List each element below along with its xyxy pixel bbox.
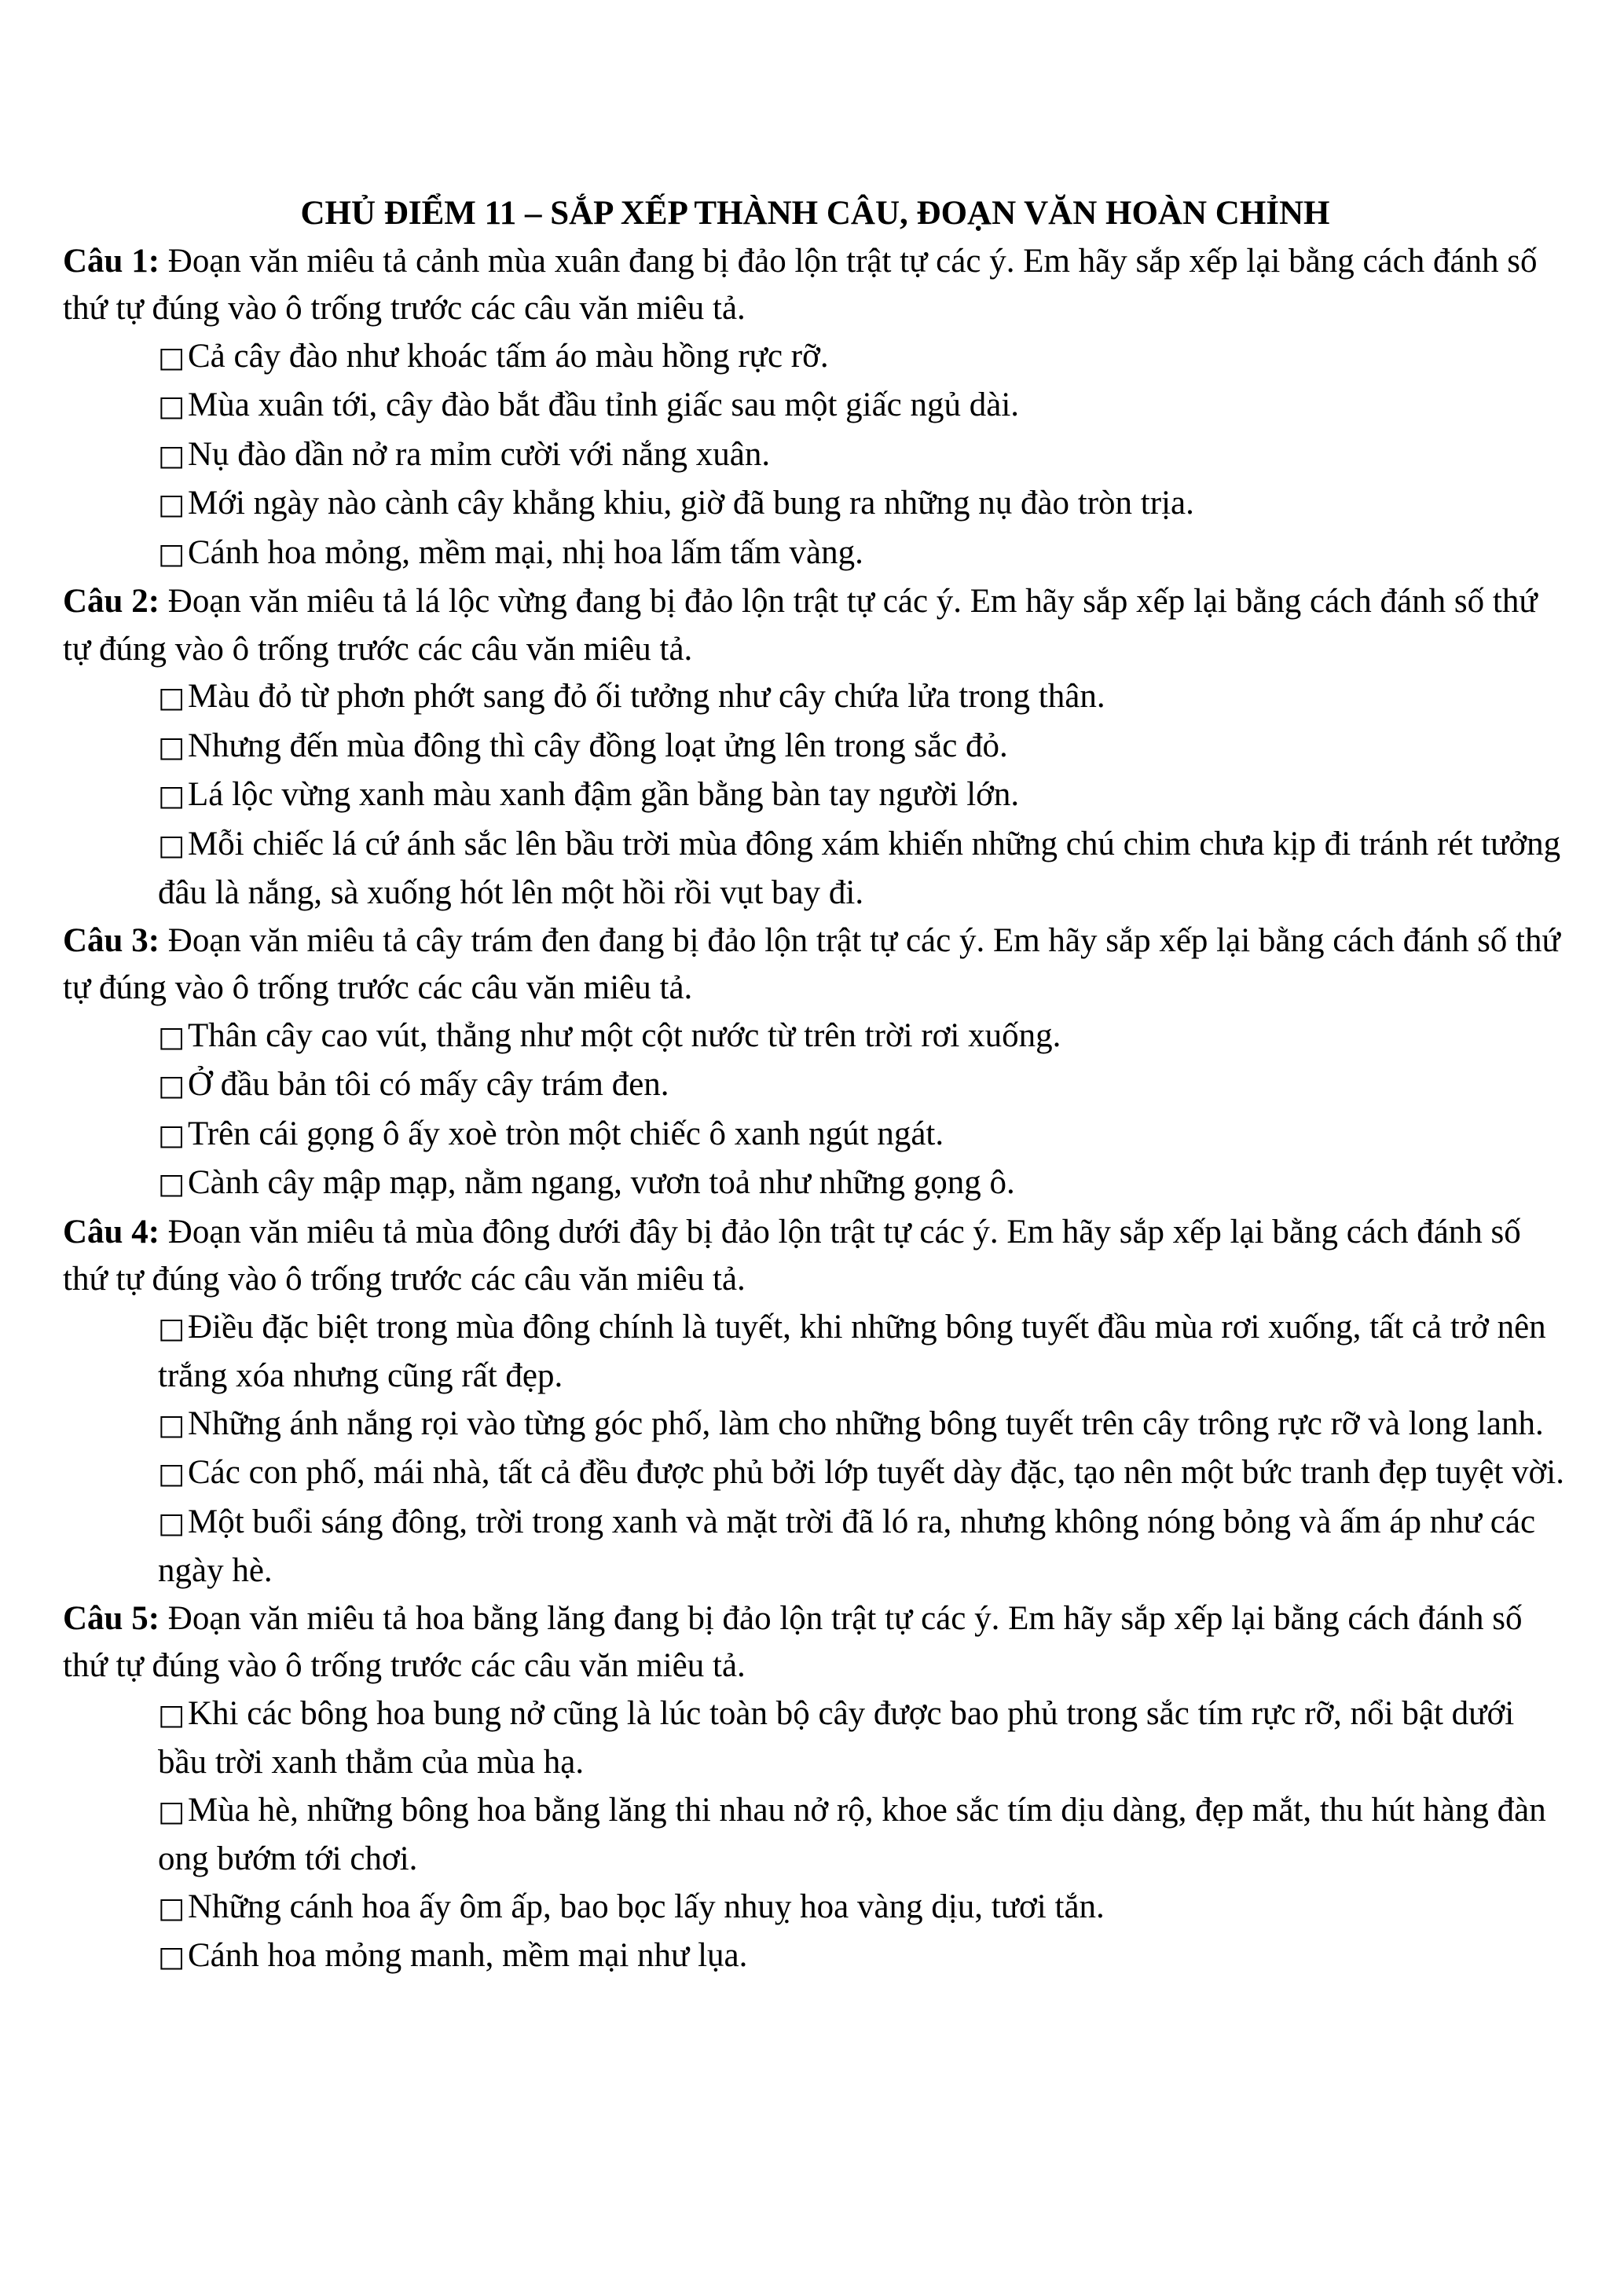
checkbox-icon[interactable]: □ bbox=[158, 829, 185, 862]
checkbox-icon[interactable]: □ bbox=[158, 489, 185, 521]
item-text: Những cánh hoa ấy ôm ấp, bao bọc lấy nhuỵ hoa vàng dịu, tươi tắn. bbox=[188, 1888, 1105, 1925]
checkbox-icon[interactable]: □ bbox=[158, 1458, 185, 1490]
list-item bbox=[63, 1449, 1567, 1499]
item-text: Ở đầu bản tôi có mấy cây trám đen. bbox=[188, 1066, 669, 1103]
question-text: Đoạn văn miêu tả cây trám đen đang bị đảo lộn trật tự các ý. Em hãy sắp xếp lại bằng cách đánh số thứ tự đúng vào ô trống trước các câu văn miêu tả. bbox=[63, 921, 1560, 1006]
item-text: Trên cái gọng ô ấy xoè tròn một chiếc ô xanh ngút ngát. bbox=[188, 1115, 944, 1152]
list-item bbox=[63, 1499, 1567, 1595]
answer-list bbox=[63, 1013, 1567, 1209]
list-item bbox=[63, 382, 1567, 431]
item-text: Các con phố, mái nhà, tất cả đều được phủ bởi lớp tuyết dày đặc, tạo nên một bức tranh đẹp tuyệt vời. bbox=[188, 1454, 1564, 1491]
item-text: Mới ngày nào cành cây khẳng khiu, giờ đã bung ra những nụ đào tròn trịa. bbox=[188, 485, 1194, 522]
question-4 bbox=[63, 1209, 1567, 1595]
question-prompt bbox=[63, 1595, 1567, 1690]
checkbox-icon[interactable]: □ bbox=[158, 390, 185, 423]
item-text: Cành cây mập mạp, nằm ngang, vươn toả như những gọng ô. bbox=[188, 1164, 1015, 1201]
list-item bbox=[63, 1401, 1567, 1450]
item-text: Những ánh nắng rọi vào từng góc phố, làm cho những bông tuyết trên cây trông rực rỡ và long lanh. bbox=[188, 1404, 1544, 1442]
question-1 bbox=[63, 238, 1567, 579]
question-text: Đoạn văn miêu tả cảnh mùa xuân đang bị đảo lộn trật tự các ý. Em hãy sắp xếp lại bằng cách đánh số thứ tự đúng vào ô trống trước các câu văn miêu tả. bbox=[63, 242, 1538, 327]
question-label: Câu 3: bbox=[63, 921, 160, 959]
checkbox-icon[interactable]: □ bbox=[158, 439, 185, 472]
checkbox-icon[interactable]: □ bbox=[158, 537, 185, 570]
question-prompt bbox=[63, 1209, 1567, 1304]
item-text: Một buổi sáng đông, trời trong xanh và mặt trời đã ló ra, nhưng không nóng bỏng và ấm áp như các ngày hè. bbox=[158, 1503, 1536, 1589]
question-2 bbox=[63, 578, 1567, 917]
document-content bbox=[63, 190, 1567, 1982]
checkbox-icon[interactable]: □ bbox=[158, 682, 185, 714]
page-title: CHỦ ĐIỂM 11 – SẮP XẾP THÀNH CÂU, ĐOẠN VĂN HOÀN CHỈNH bbox=[300, 195, 1330, 232]
checkbox-icon[interactable]: □ bbox=[158, 1119, 185, 1152]
list-item bbox=[63, 529, 1567, 579]
item-text: Khi các bông hoa bung nở cũng là lúc toàn bộ cây được bao phủ trong sắc tím rực rỡ, nổi bật dưới bầu trời xanh thẳm của mùa hạ. bbox=[158, 1694, 1515, 1781]
list-item bbox=[63, 821, 1567, 917]
list-item bbox=[63, 1884, 1567, 1933]
checkbox-icon[interactable]: □ bbox=[158, 1698, 185, 1731]
question-label: Câu 1: bbox=[63, 242, 160, 280]
question-text: Đoạn văn miêu tả lá lộc vừng đang bị đảo lộn trật tự các ý. Em hãy sắp xếp lại bằng cách đánh số thứ tự đúng vào ô trống trước các câu văn miêu tả. bbox=[63, 583, 1538, 668]
checkbox-icon[interactable]: □ bbox=[158, 731, 185, 764]
checkbox-icon[interactable]: □ bbox=[158, 1168, 185, 1200]
item-text: Điều đặc biệt trong mùa đông chính là tuyết, khi những bông tuyết đầu mùa rơi xuống, tất cả trở nên trắng xóa nhưng cũng rất đẹp. bbox=[158, 1308, 1546, 1394]
checkbox-icon[interactable]: □ bbox=[158, 1891, 185, 1924]
item-text: Cánh hoa mỏng, mềm mại, nhị hoa lấm tấm vàng. bbox=[188, 533, 863, 571]
list-item bbox=[63, 1061, 1567, 1111]
item-text: Thân cây cao vút, thẳng như một cột nước từ trên trời rơi xuống. bbox=[188, 1016, 1061, 1054]
answer-list bbox=[63, 333, 1567, 579]
item-text: Mùa xuân tới, cây đào bắt đầu tỉnh giấc sau một giấc ngủ dài. bbox=[188, 386, 1020, 423]
list-item bbox=[63, 1111, 1567, 1160]
answer-list bbox=[63, 673, 1567, 917]
answer-list bbox=[63, 1304, 1567, 1595]
question-label: Câu 2: bbox=[63, 583, 160, 620]
list-item bbox=[63, 1787, 1567, 1884]
question-text: Đoạn văn miêu tả mùa đông dưới đây bị đảo lộn trật tự các ý. Em hãy sắp xếp lại bằng cách đánh số thứ tự đúng vào ô trống trước các câu văn miêu tả. bbox=[63, 1213, 1521, 1298]
checkbox-icon[interactable]: □ bbox=[158, 341, 185, 374]
question-label: Câu 5: bbox=[63, 1599, 160, 1637]
question-prompt bbox=[63, 238, 1567, 333]
list-item bbox=[63, 1159, 1567, 1209]
question-prompt bbox=[63, 578, 1567, 673]
list-item bbox=[63, 771, 1567, 821]
question-3 bbox=[63, 917, 1567, 1209]
question-text: Đoạn văn miêu tả hoa bằng lăng đang bị đảo lộn trật tự các ý. Em hãy sắp xếp lại bằng cách đánh số thứ tự đúng vào ô trống trước các câu văn miêu tả. bbox=[63, 1599, 1523, 1684]
item-text: Cả cây đào như khoác tấm áo màu hồng rực rỡ. bbox=[188, 337, 829, 375]
checkbox-icon[interactable]: □ bbox=[158, 780, 185, 812]
question-5 bbox=[63, 1595, 1567, 1982]
item-text: Cánh hoa mỏng manh, mềm mại như lụa. bbox=[188, 1937, 748, 1974]
checkbox-icon[interactable]: □ bbox=[158, 1020, 185, 1053]
item-text: Màu đỏ từ phơn phớt sang đỏ ối tưởng như cây chứa lửa trong thân. bbox=[188, 678, 1105, 715]
checkbox-icon[interactable]: □ bbox=[158, 1312, 185, 1345]
list-item bbox=[63, 1690, 1567, 1787]
list-item bbox=[63, 673, 1567, 723]
item-text: Lá lộc vừng xanh màu xanh đậm gần bằng bàn tay người lớn. bbox=[188, 776, 1020, 813]
list-item bbox=[63, 723, 1567, 772]
list-item bbox=[63, 1304, 1567, 1401]
checkbox-icon[interactable]: □ bbox=[158, 1795, 185, 1828]
item-text: Nhưng đến mùa đông thì cây đồng loạt ửng lên trong sắc đỏ. bbox=[188, 727, 1008, 764]
list-item bbox=[63, 333, 1567, 383]
list-item bbox=[63, 431, 1567, 481]
list-item bbox=[63, 1932, 1567, 1982]
checkbox-icon[interactable]: □ bbox=[158, 1941, 185, 1973]
question-prompt bbox=[63, 917, 1567, 1013]
answer-list bbox=[63, 1690, 1567, 1982]
checkbox-icon[interactable]: □ bbox=[158, 1070, 185, 1102]
list-item bbox=[63, 480, 1567, 529]
checkbox-icon[interactable]: □ bbox=[158, 1408, 185, 1441]
item-text: Mỗi chiếc lá cứ ánh sắc lên bầu trời mùa đông xám khiến những chú chim chưa kịp đi tránh rét tưởng đâu là nắng, sà xuống hót lên một hồi rồi vụt bay đi. bbox=[158, 825, 1561, 911]
list-item bbox=[63, 1013, 1567, 1062]
question-label: Câu 4: bbox=[63, 1213, 160, 1251]
item-text: Mùa hè, những bông hoa bằng lăng thi nhau nở rộ, khoe sắc tím dịu dàng, đẹp mắt, thu hút hàng đàn ong bướm tới chơi. bbox=[158, 1791, 1546, 1877]
checkbox-icon[interactable]: □ bbox=[158, 1507, 185, 1540]
item-text: Nụ đào dần nở ra mỉm cười với nắng xuân. bbox=[188, 435, 771, 473]
